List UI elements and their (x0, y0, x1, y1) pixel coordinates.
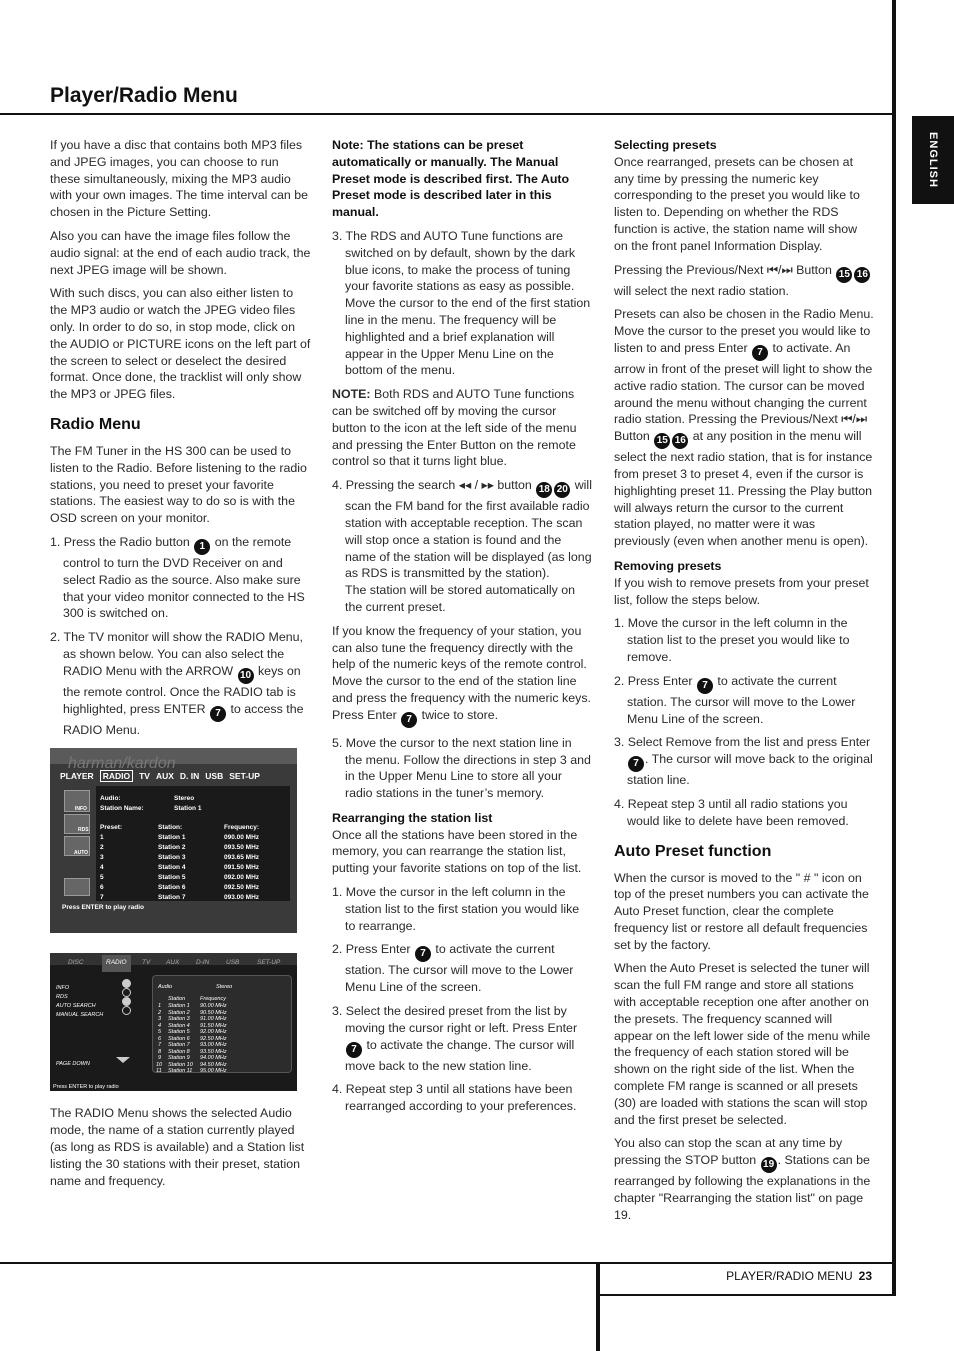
heading-radio-menu: Radio Menu (50, 415, 141, 433)
paragraph: With such discs, you can also either listen to the MP3 audio or watch the JPEG video files only. In order to do so, in stop mode, click on the AUDIO or PICTURE icons on the left part of the screen to select or deselect the desired format. Once done, the tracklist will only show the MP3 or JPEG files. (50, 286, 311, 402)
paragraph: If you wish to remove presets from your preset list, follow the steps below. (614, 575, 869, 607)
step-3: 3. The RDS and AUTO Tune functions are switched on by default, shown by the dark blue icons, to make the process of tuning your favorite stations as easy as possible. Move the cursor to the end of the first station line in the menu. The frequency will be highlighted and a brief explanation will appear in the Upper Menu Line on the bottom of the menu. (332, 228, 591, 378)
osd-footer: Press ENTER to play radio (53, 1084, 119, 1091)
heading-removing-presets: Removing presets (614, 558, 722, 573)
page-number: 23 (858, 1269, 872, 1283)
heading-rearranging: Rearranging the station list (332, 810, 493, 825)
button-7-icon: 7 (415, 946, 431, 962)
radio-menu-screenshot-2: DISC RADIO TV AUX D-IN USB SET-UP INFO RDS AUTO SEARCH MANUAL SEARCH PAGE DOWN Audio Stereo Station Frequency 1 Station 1 90.00 MHz 2 Station 2 90.50 MHz 3 Station 3 91.00 MHz 4 Station 4 91.50 MHz 5 Station 5 92.00 MHz 6 Station 6 92.50 MHz 7 Station 7 93.00 MHz 8 Station 8 93.50 MHz 9 Station 9 94.00 MHz 10 Station 10 94.50 MHz 11 Station 11 95.00 MHz Press ENTER to play radio (50, 953, 297, 1091)
paragraph: Once rearranged, presets can be chosen at any time by pressing the numeric key corresponding to the preset you would like to listen to. Depending on whether the RDS function is active, the station name will show on the front panel Information Display. (614, 154, 860, 253)
radio-option-icon (122, 979, 131, 988)
footer-bar (596, 1262, 600, 1351)
footer-rule-secondary (596, 1294, 896, 1296)
rearrange-step-4: 4. Repeat step 3 until all stations have been rearranged according to your preferences. (332, 1082, 577, 1114)
heading-selecting-presets: Selecting presets (614, 138, 717, 152)
paragraph: The RADIO Menu shows the selected Audio mode, the name of a station currently played (as long as RDS is available) and a Station list listing the 30 stations with their preset, station name and frequency. (50, 1106, 305, 1188)
button-19-icon: 19 (761, 1157, 777, 1173)
column-3 (614, 137, 874, 1231)
column-2 (332, 137, 592, 1122)
button-20-icon: 20 (554, 482, 570, 498)
button-16-icon: 16 (672, 433, 688, 449)
button-1-icon: 1 (194, 539, 210, 555)
osd-footer: Press ENTER to play radio (62, 904, 144, 912)
button-7-icon: 7 (697, 678, 713, 694)
button-18-icon: 18 (536, 482, 552, 498)
radio-option-icon (122, 997, 131, 1006)
paragraph: Presets can also be chosen in the Radio Menu. Move the cursor to the preset you would like to listen to and press Enter 7 to activate. An arrow in front of the preset will light to show the active radio station. The cursor can be moved around the menu without changing the current radio station. Pressing the Previous/Next ⏮/⏭ Button 15 16 at any position in the menu will select the next radio station, that is for instance from preset 3 to preset 4, even if the cursor is highlighting preset 11. Pressing the Play button will always return the cursor to the current station played, no matter were it was previously (even when another menu is open). (614, 307, 874, 549)
rearrange-step-2: 2. Press Enter 7 to activate the current station. The cursor will move to the Lower Menu Line of the screen. (332, 942, 574, 995)
radio-menu-screenshot-1: harman/kardon PLAYER RADIO TV AUX D. IN USB SET-UP INFO RDS AUTO Audio: Stereo Station Name: Station 1 Preset: Station: Frequency: 1 Station 1 090.00 MHz 2 Station 2 093.50 MHz 3 Station 3 093.65 MHz 4 Station 4 091.50 MHz 5 Station 5 092.00 MHz 6 Station 6 092.50 MHz 7 Station 7 093.00 MHz Press ENTER to play radio (50, 748, 297, 933)
osd-tab-bar: DISC RADIO TV AUX D-IN USB SET-UP (50, 953, 297, 965)
page-title: Player/Radio Menu (50, 84, 238, 107)
remove-step-1: 1. Move the cursor in the left column in the station list to the preset you would like to remove. (614, 616, 850, 664)
button-7-icon: 7 (346, 1042, 362, 1058)
paragraph: The FM Tuner in the HS 300 can be used to listen to the Radio. Before listening to the radio stations, you need to preset your favorite stations. The easiest way to do so is with the OSD screen on your monitor. (50, 443, 307, 526)
column-1 (50, 137, 312, 1196)
step-4: 4. Pressing the search ◂◂ / ▸▸ button 18 20 will scan the FM band for the first available radio station with acceptable reception. The scan will stop once a station is found and the name of the station will be displayed (as long as RDS is transmitted by the station). The station will be stored automatically on the current preset. (332, 478, 592, 614)
remove-step-2: 2. Press Enter 7 to activate the current station. The cursor will move to the Lower Menu Line of the screen. (614, 673, 856, 726)
step-1: 1. Press the Radio button 1 on the remote control to turn the DVD Receiver on and select Radio as the source. Also make sure that your video monitor connected to the HS 300 is switched on. (50, 534, 305, 621)
rearrange-step-1: 1. Move the cursor in the left column in the station list to the first station you would like to rearrange. (332, 885, 580, 933)
radio-option-icon (122, 1006, 131, 1015)
step-5: 5. Move the cursor to the next station line in the menu. Follow the directions in step 3 and in the Upper Menu Line to store all your radio stations in the tuner’s memory. (332, 735, 591, 801)
footer-rule (0, 1262, 894, 1264)
paragraph: When the cursor is moved to the " # " icon on top of the preset numbers you can activate the Auto Preset function, clear the complete frequency list or restore all default frequencies set by the factory. (614, 870, 869, 952)
osd-tab-bar: PLAYER RADIO TV AUX D. IN USB SET-UP (60, 771, 260, 782)
header-rule (0, 113, 894, 115)
paragraph: You also can stop the scan at any time by pressing the STOP button 19 . Stations can be rearranged by following the explanations in the chapter "Rearranging the station list" on page 19. (614, 1136, 871, 1222)
button-7-icon: 7 (752, 345, 768, 361)
button-16-icon: 16 (854, 267, 870, 283)
language-tab-label: ENGLISH (927, 132, 939, 188)
paragraph: If you have a disc that contains both MP3 files and JPEG images, you can choose to run these simultaneously, mixing the MP3 audio with your own images. The time interval can be chosen in the Picture Setting. (50, 138, 309, 220)
heading-auto-preset: Auto Preset function (614, 842, 772, 860)
remove-step-3: 3. Select Remove from the list and press Enter 7 . The cursor will move back to the original station line. (614, 735, 873, 788)
page-down-arrow-icon (116, 1057, 130, 1063)
paragraph: When the Auto Preset is selected the tuner will scan the full FM range and store all stations with acceptable reception one after another on the presets. The frequency scanned will appear on the left lower side of the menu while the frequency of each station stored will be shown on the right side of the list. When the complete FM range is scanned or all presets (30) are loaded with stations the scan will stop and the first preset be selected. (614, 961, 871, 1127)
up-down-arrows-icon (64, 878, 90, 896)
step-2: 2. The TV monitor will show the RADIO Menu, as shown below. You can also select the RADIO Menu with the ARROW 10 keys on the remote control. Once the RADIO tab is highlighted, press ENTER 7 to access the RADIO Menu. (50, 630, 304, 737)
button-15-icon: 15 (836, 267, 852, 283)
button-7-icon: 7 (628, 756, 644, 772)
rearrange-step-3: 3. Select the desired preset from the list by moving the cursor right or left. Press Enter 7 to activate the change. The cursor will move back to the new station line. (332, 1004, 578, 1073)
paragraph: If you know the frequency of your station, you can also tune the frequency directly with the help of the numeric keys of the remote control. Move the cursor to the end of the station line and press the frequency with the numeric keys. Press Enter 7 twice to store. (332, 623, 592, 728)
brand-logo: harman/kardon (68, 755, 176, 773)
button-7-icon: 7 (401, 712, 417, 728)
button-10-icon: 10 (238, 668, 254, 684)
side-bar (892, 0, 896, 1294)
page-footer: PLAYER/RADIO MENU 23 (726, 1269, 872, 1283)
paragraph: Pressing the Previous/Next ⏮/⏭ Button 15 16 will select the next radio station. (614, 262, 874, 300)
radio-option-icon (122, 988, 131, 997)
button-15-icon: 15 (654, 433, 670, 449)
paragraph: Also you can have the image files follow the audio signal: at the end of each audio track, the next JPEG image will be shown. (50, 228, 311, 277)
button-7-icon: 7 (210, 706, 226, 722)
paragraph: Once all the stations have been stored in the memory, you can rearrange the station list, putting your favorite stations on top of the list. (332, 827, 582, 876)
remove-step-4: 4. Repeat step 3 until all radio stations you would like to delete have been removed. (614, 796, 849, 828)
note: Note: The stations can be preset automatically or manually. The Manual Preset mode is described first. The Auto Preset mode is described later in this manual. (332, 138, 570, 220)
note: NOTE: Both RDS and AUTO Tune functions can be switched off by moving the cursor button to the icon at the left side of the menu and pressing the Enter Button on the remote control so that it turns light blue. (332, 387, 577, 469)
